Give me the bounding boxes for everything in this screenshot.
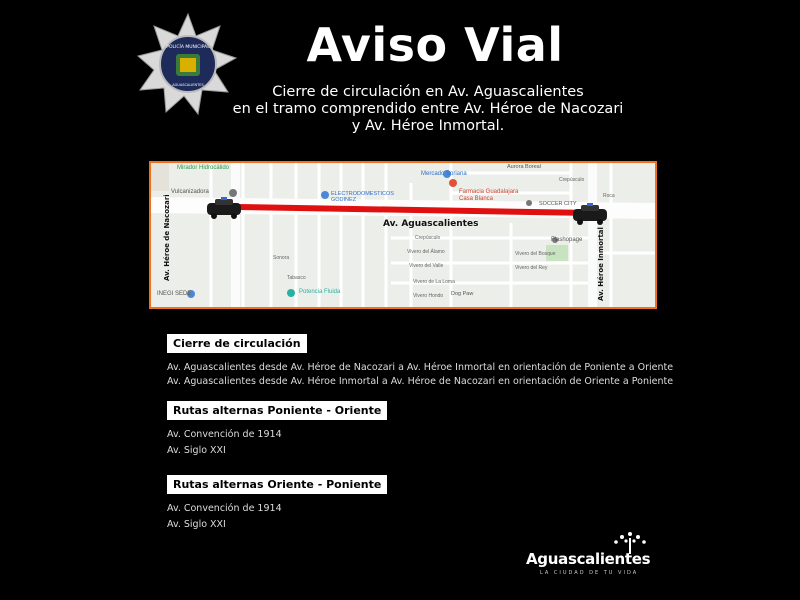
map-street-label: Sonora	[273, 255, 290, 261]
city-logo	[526, 530, 656, 580]
map-street-label: Crepúsculo	[415, 235, 441, 241]
section-line: Av. Siglo XXI	[167, 519, 226, 530]
map-poi-label: Potencia Fluida	[299, 289, 341, 295]
map-street-label: Vivero del Valle	[409, 263, 444, 269]
map-poi-label: SOCCER CITY	[539, 201, 577, 207]
police-badge-icon	[136, 12, 240, 116]
section-heading: Cierre de circulación	[167, 334, 307, 353]
map-poi-label: Mercado Soriana	[421, 171, 467, 177]
main-road-label: Av. Aguascalientes	[383, 219, 479, 229]
section-line: Av. Siglo XXI	[167, 445, 226, 456]
badge-bottom-text: AGUASCALIENTES	[172, 83, 204, 87]
map-poi-label: Flashopage	[551, 237, 583, 243]
map-poi-label: Vulcanizadora	[171, 189, 209, 195]
map-poi-label: ELECTRODOMESTICOS GODINEZ	[331, 191, 394, 203]
section-line: Av. Aguascalientes desde Av. Héroe de Nacozari a Av. Héroe Inmortal en orientación de Poniente a Oriente	[167, 362, 674, 373]
map-street-label: Vivero del Álamo	[407, 249, 445, 255]
section-line: Av. Convención de 1914	[167, 503, 282, 514]
subtitle	[228, 84, 628, 135]
logo-text: Aguascalientes	[526, 550, 651, 568]
map-roads	[151, 163, 655, 307]
closure-map	[149, 161, 657, 309]
map-street-label: Vivero del Bosque	[515, 251, 556, 257]
left-road-label: Av. Héroe de Nacozari	[163, 194, 171, 281]
map-poi-label: Farmacia Guadalajara Casa Blanca	[459, 189, 519, 202]
map-street-label: Tabasco	[287, 275, 306, 281]
subtitle-line: en el tramo comprendido entre Av. Héroe de Nacozari	[232, 101, 624, 117]
map-street-label: Vivero Hondo	[413, 293, 444, 299]
right-road-label: Av. Héroe Inmortal	[597, 227, 605, 301]
badge-top-text: POLICÍA MUNICIPAL	[166, 45, 210, 50]
subtitle-line: Cierre de circulación en Av. Aguascalientes	[272, 84, 584, 100]
section-east-west	[167, 473, 387, 530]
section-heading: Rutas alternas Poniente - Oriente	[167, 401, 387, 420]
map-poi-label: Mirador Hidrocálido	[177, 165, 230, 171]
section-line: Av. Convención de 1914	[167, 429, 282, 440]
map-poi-label: Dog Paw	[451, 291, 474, 297]
section-line: Av. Aguascalientes desde Av. Héroe Inmortal a Av. Héroe de Nacozari en orientación de Oriente a Poniente	[167, 376, 674, 387]
section-west-east	[167, 399, 387, 456]
subtitle-line: y Av. Héroe Inmortal.	[351, 118, 505, 134]
map-street-label: Crepúsculo	[559, 177, 585, 183]
map-street-label: Roca	[603, 193, 615, 199]
map-street-label: Vivero del Rey	[515, 265, 548, 271]
logo-tagline: LA CIUDAD DE TU VIDA	[540, 570, 639, 576]
page-title: Aviso Vial	[306, 18, 564, 72]
map-street-label: Vivero de La Loma	[413, 279, 455, 285]
map-poi-label: Aurora Boreal	[507, 164, 541, 170]
section-closure	[167, 332, 673, 387]
section-heading: Rutas alternas Oriente - Poniente	[167, 475, 387, 494]
map-poi-label: INEGI SEDE	[157, 291, 192, 297]
